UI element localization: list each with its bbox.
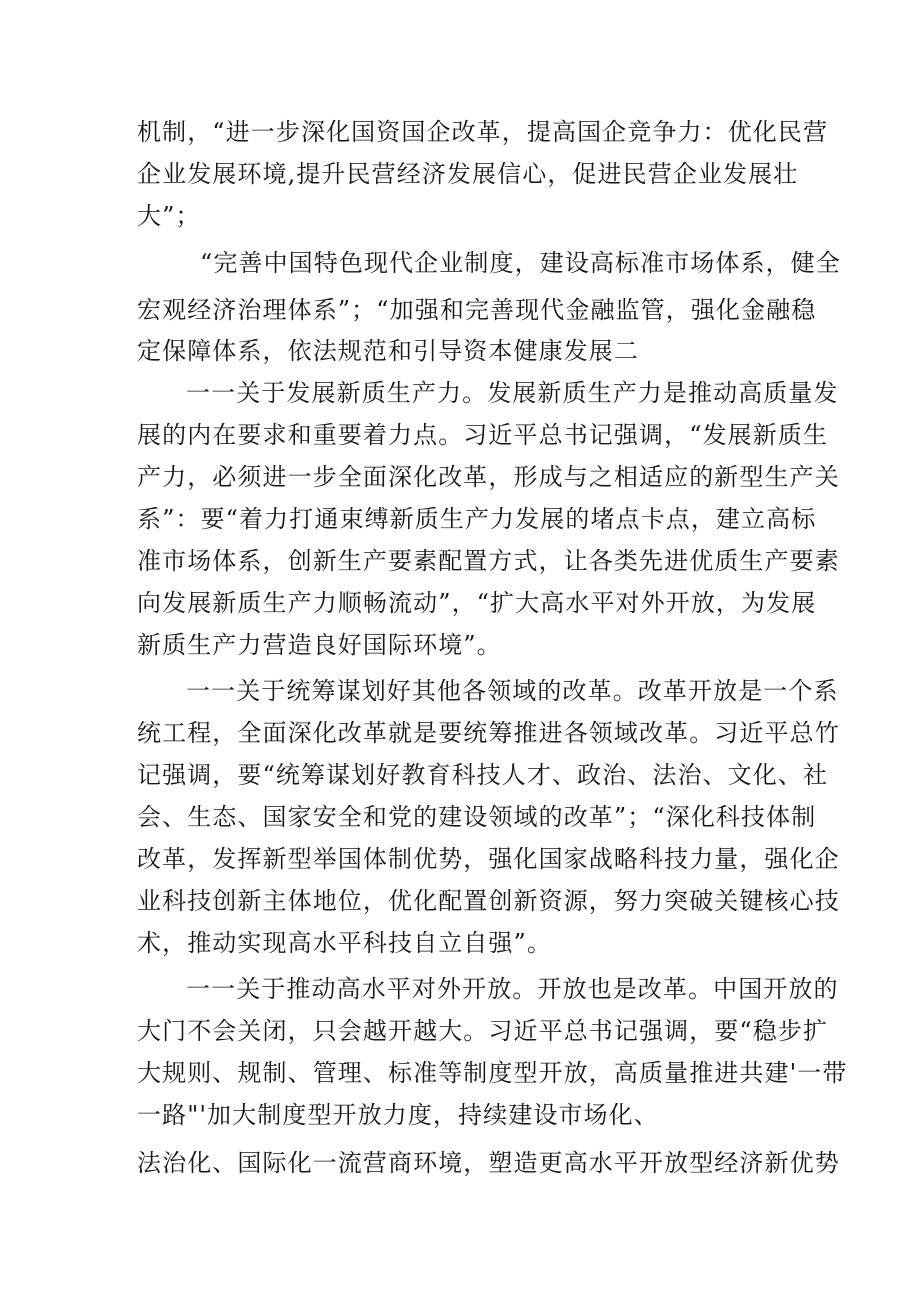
- paragraph-start-line: 一一关于发展新质生产力。发展新质生产力是推动高质量发: [186, 379, 839, 407]
- paragraph-start-line: “完善中国特色现代企业制度，建设高标准市场体系，健全: [200, 249, 841, 277]
- paragraph-start-line: 一一关于统筹谋划好其他各领域的改革。改革开放是一个系: [186, 677, 839, 705]
- text-line: 大”；: [137, 202, 201, 230]
- text-line: 大规则、规制、管理、标准等制度型开放，高质量推进共建'一带: [137, 1059, 848, 1087]
- text-line: 术，推动实现高水平科技自立自强”。: [137, 929, 552, 957]
- text-line: 一路"'加大制度型开放力度，持续建设市场化、: [137, 1101, 659, 1129]
- text-line: 产力，必须进一步全面深化改革，形成与之相适应的新型生产关: [137, 463, 840, 491]
- paragraph-start-line: 一一关于推动高水平对外开放。开放也是改革。中国开放的: [186, 975, 839, 1003]
- text-line: 法治化、国际化一流营商环境，塑造更高水平开放型经济新优势: [137, 1149, 840, 1177]
- text-line: 企业发展环境,提升民营经济发展信心，促进民营企业发展壮: [137, 160, 799, 188]
- text-line: 业科技创新主体地位，优化配置创新资源，努力突破关键核心技: [137, 887, 840, 915]
- text-line: 改革，发挥新型举国体制优势，强化国家战略科技力量，强化企: [137, 845, 840, 873]
- text-line: 统工程，全面深化改革就是要统筹推进各领域改革。习近平总竹: [137, 719, 840, 747]
- text-line: 大门不会关闭，只会越开越大。习近平总书记强调，要“稳步扩: [137, 1017, 829, 1045]
- text-line: 展的内在要求和重要着力点。习近平总书记强调，“发展新质生: [137, 421, 829, 449]
- text-line: 新质生产力营造良好国际环境”。: [137, 631, 502, 659]
- text-line: 准市场体系，创新生产要素配置方式，让各类先进优质生产要素: [137, 547, 840, 575]
- text-line: 向发展新质生产力顺畅流动”，“扩大高水平对外开放，为发展: [137, 589, 817, 617]
- text-line: 记强调，要“统筹谋划好教育科技人才、政治、法治、文化、社: [137, 761, 829, 789]
- text-line: 宏观经济治理体系”；“加强和完善现代金融监管，强化金融稳: [137, 296, 817, 324]
- text-line: 机制，“进一步深化国资国企改革，提高国企竞争力：优化民营: [137, 118, 829, 146]
- text-line: 系”：要“着力打通束缚新质生产力发展的堵点卡点，建立高标: [137, 505, 817, 533]
- text-line: 定保障体系，依法规范和引导资本健康发展二: [137, 337, 639, 365]
- text-line: 会、生态、国家安全和党的建设领域的改革”；“深化科技体制: [137, 803, 817, 831]
